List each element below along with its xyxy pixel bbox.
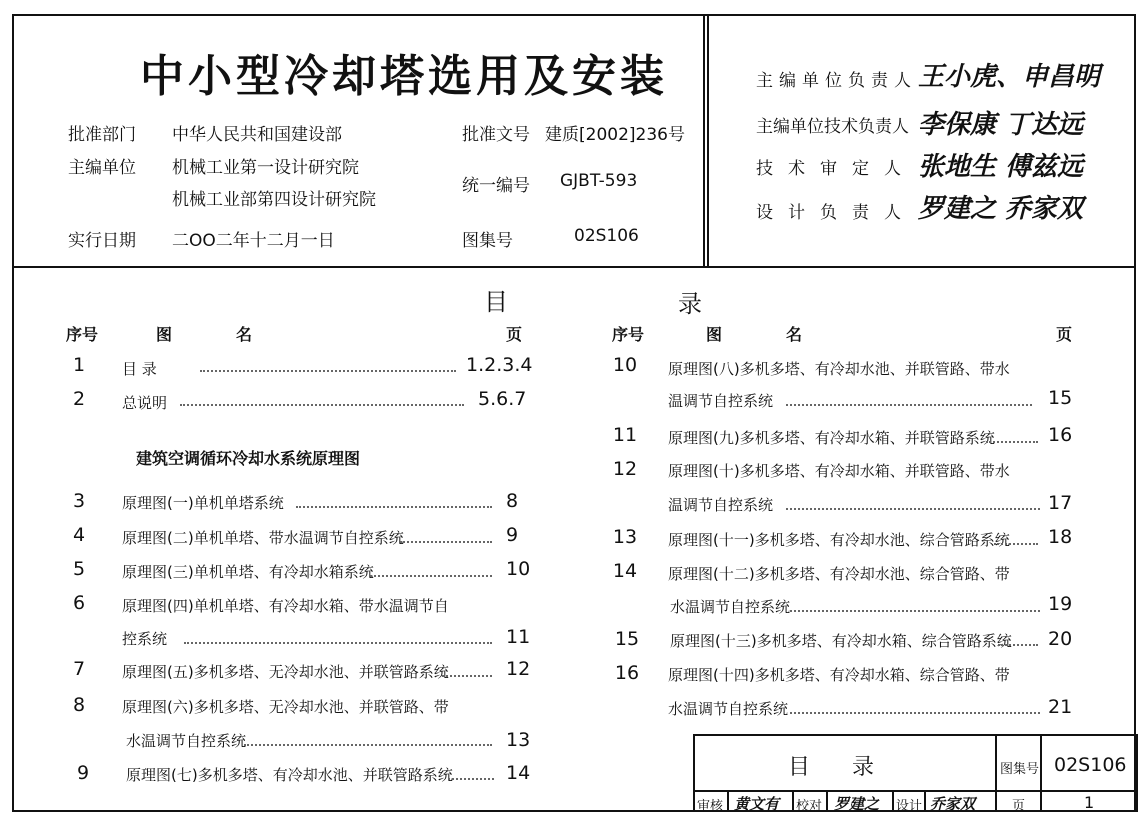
col-name-left-1: 图 bbox=[156, 325, 173, 344]
leader-dots bbox=[786, 508, 1040, 510]
title-block-vline bbox=[792, 790, 794, 812]
toc-no: 11 bbox=[612, 424, 638, 446]
toc-entry-continued: 水温调节自控系统 bbox=[126, 732, 247, 750]
toc-entry: 原理图(十四)多机多塔、有冷却水箱、综合管路、带 bbox=[668, 666, 1010, 684]
title-block-vline bbox=[995, 734, 997, 812]
header-split-line bbox=[703, 14, 705, 266]
toc-entry-continued: 控系统 bbox=[122, 630, 168, 648]
leader-dots bbox=[442, 675, 492, 677]
toc-entry-continued: 水温调节自控系统 bbox=[668, 700, 789, 718]
toc-no: 4 bbox=[72, 524, 86, 546]
toc-page: 14 bbox=[506, 762, 531, 784]
approval-dept: 中华人民共和国建设部 bbox=[172, 125, 342, 145]
toc-page: 5.6.7 bbox=[478, 388, 527, 410]
document-title: 中小型冷却塔选用及安装 bbox=[140, 51, 668, 102]
editor-unit-2: 机械工业部第四设计研究院 bbox=[172, 190, 376, 210]
toc-no: 10 bbox=[612, 354, 638, 376]
toc-page: 9 bbox=[506, 524, 519, 546]
toc-no: 8 bbox=[72, 694, 86, 716]
toc-page: 21 bbox=[1048, 696, 1073, 718]
atlas-no-label: 图集号 bbox=[462, 231, 513, 251]
toc-entry: 原理图(十)多机多塔、有冷却水箱、并联管路、带水 bbox=[668, 462, 1010, 480]
toc-no: 9 bbox=[76, 762, 90, 784]
editor-unit-1: 机械工业第一设计研究院 bbox=[172, 158, 359, 178]
impl-date: 二OO二年十二月一日 bbox=[172, 231, 335, 251]
toc-entry: 原理图(十三)多机多塔、有冷却水箱、综合管路系统 bbox=[670, 632, 1012, 650]
leader-dots bbox=[400, 541, 492, 543]
review-signature: 黄文有 bbox=[734, 795, 780, 813]
unified-no-label: 统一编号 bbox=[462, 176, 530, 196]
toc-page: 10 bbox=[506, 558, 531, 580]
leader-dots bbox=[180, 404, 464, 406]
leader-dots bbox=[184, 642, 492, 644]
col-no-left: 序号 bbox=[66, 325, 99, 344]
toc-no: 2 bbox=[72, 388, 86, 410]
toc-no: 15 bbox=[614, 628, 640, 650]
design-signature: 乔家双 bbox=[930, 795, 976, 813]
toc-page: 18 bbox=[1048, 526, 1073, 548]
sig-label-design-lead: 设计负责人 bbox=[756, 203, 916, 223]
toc-no: 16 bbox=[614, 662, 640, 684]
col-no-right: 序号 bbox=[612, 325, 645, 344]
toc-entry: 原理图(二)单机单塔、带水温调节自控系统 bbox=[122, 529, 404, 547]
toc-entry-continued: 温调节自控系统 bbox=[668, 392, 774, 410]
leader-dots bbox=[790, 610, 1040, 612]
toc-entry: 原理图(五)多机多塔、无冷却水池、并联管路系统 bbox=[122, 663, 449, 681]
approval-no: 建质[2002]236号 bbox=[545, 125, 685, 145]
review-label: 审核 bbox=[697, 799, 724, 814]
leader-dots bbox=[370, 575, 492, 577]
title-block-vline bbox=[1040, 734, 1042, 812]
toc-page: 16 bbox=[1048, 424, 1073, 446]
toc-entry: 原理图(十一)多机多塔、有冷却水池、综合管路系统 bbox=[668, 531, 1010, 549]
leader-dots bbox=[296, 506, 492, 508]
toc-entry: 原理图(八)多机多塔、有冷却水池、并联管路、带水 bbox=[668, 360, 1010, 378]
header-split-line-2 bbox=[707, 14, 709, 266]
toc-no: 12 bbox=[612, 458, 638, 480]
title-block-name-1: 目 bbox=[788, 755, 811, 780]
col-name-right-2: 名 bbox=[786, 325, 803, 344]
toc-title-part-1: 目 bbox=[484, 288, 508, 316]
toc-entry: 目 录 bbox=[122, 360, 157, 378]
toc-entry: 原理图(十二)多机多塔、有冷却水池、综合管路、带 bbox=[668, 565, 1010, 583]
toc-section-heading: 建筑空调循环冷却水系统原理图 bbox=[136, 449, 361, 468]
toc-no: 1 bbox=[72, 354, 86, 376]
toc-entry: 原理图(四)单机单塔、有冷却水箱、带水温调节自 bbox=[122, 597, 449, 615]
toc-page: 15 bbox=[1048, 387, 1073, 409]
title-block-vline bbox=[826, 790, 828, 812]
col-page-left: 页 bbox=[506, 325, 523, 344]
approval-dept-label: 批准部门 bbox=[68, 125, 136, 145]
toc-no: 3 bbox=[72, 490, 86, 512]
toc-entry-continued: 温调节自控系统 bbox=[668, 496, 774, 514]
signature-chief-unit: 王小虎、申昌明 bbox=[918, 62, 1101, 92]
toc-page: 20 bbox=[1048, 628, 1073, 650]
toc-no: 6 bbox=[72, 592, 86, 614]
signature-design-lead: 罗建之 乔家双 bbox=[918, 194, 1084, 224]
header-divider bbox=[12, 266, 1136, 268]
title-block-divider bbox=[693, 790, 1138, 792]
design-label: 设计 bbox=[896, 799, 923, 814]
toc-page: 19 bbox=[1048, 593, 1073, 615]
check-signature: 罗建之 bbox=[834, 795, 880, 813]
page-number: 1 bbox=[1084, 793, 1095, 812]
toc-entry: 总说明 bbox=[122, 394, 168, 412]
leader-dots bbox=[448, 778, 494, 780]
title-block-vline bbox=[727, 790, 729, 812]
page-label: 页 bbox=[1012, 799, 1026, 814]
sig-label-chief-unit: 主编单位负责人 bbox=[756, 71, 917, 91]
title-block-atlas-no: 02S106 bbox=[1054, 754, 1127, 776]
leader-dots bbox=[998, 644, 1038, 646]
toc-entry: 原理图(三)单机单塔、有冷却水箱系统 bbox=[122, 563, 374, 581]
title-block-atlas-label: 图集号 bbox=[1000, 762, 1040, 777]
signature-tech-chief: 李保康 丁达远 bbox=[918, 110, 1084, 140]
col-name-right-1: 图 bbox=[706, 325, 723, 344]
sig-label-tech-review: 技术审定人 bbox=[756, 159, 916, 179]
leader-dots bbox=[244, 744, 492, 746]
editor-unit-label: 主编单位 bbox=[68, 158, 136, 178]
col-name-left-2: 名 bbox=[236, 325, 253, 344]
toc-no: 14 bbox=[612, 560, 638, 582]
toc-page: 17 bbox=[1048, 492, 1073, 514]
title-block-name-2: 录 bbox=[852, 755, 875, 780]
approval-no-label: 批准文号 bbox=[462, 125, 530, 145]
col-page-right: 页 bbox=[1056, 325, 1073, 344]
leader-dots bbox=[786, 404, 1032, 406]
check-label: 校对 bbox=[796, 799, 823, 814]
toc-page: 1.2.3.4 bbox=[466, 354, 533, 376]
toc-no: 7 bbox=[72, 658, 86, 680]
toc-page: 13 bbox=[506, 729, 531, 751]
toc-page: 11 bbox=[506, 626, 531, 648]
signature-tech-review: 张地生 傅兹远 bbox=[918, 152, 1084, 182]
leader-dots bbox=[200, 370, 456, 372]
toc-entry: 原理图(一)单机单塔系统 bbox=[122, 494, 284, 512]
toc-no: 5 bbox=[72, 558, 86, 580]
leader-dots bbox=[790, 712, 1040, 714]
toc-entry: 原理图(九)多机多塔、有冷却水箱、并联管路系统 bbox=[668, 429, 995, 447]
toc-no: 13 bbox=[612, 526, 638, 548]
atlas-no: 02S106 bbox=[574, 226, 639, 246]
toc-entry: 原理图(六)多机多塔、无冷却水池、并联管路、带 bbox=[122, 698, 449, 716]
toc-page: 8 bbox=[506, 490, 519, 512]
toc-title-part-2: 录 bbox=[678, 290, 702, 318]
title-block-vline bbox=[924, 790, 926, 812]
toc-entry-continued: 水温调节自控系统 bbox=[670, 598, 791, 616]
toc-page: 12 bbox=[506, 658, 531, 680]
leader-dots bbox=[986, 441, 1038, 443]
sig-label-tech-chief: 主编单位技术负责人 bbox=[756, 117, 909, 137]
toc-entry: 原理图(七)多机多塔、有冷却水池、并联管路系统 bbox=[126, 766, 453, 784]
leader-dots bbox=[994, 543, 1038, 545]
unified-no: GJBT-593 bbox=[560, 171, 638, 191]
title-block-vline bbox=[892, 790, 894, 812]
impl-date-label: 实行日期 bbox=[68, 231, 136, 251]
